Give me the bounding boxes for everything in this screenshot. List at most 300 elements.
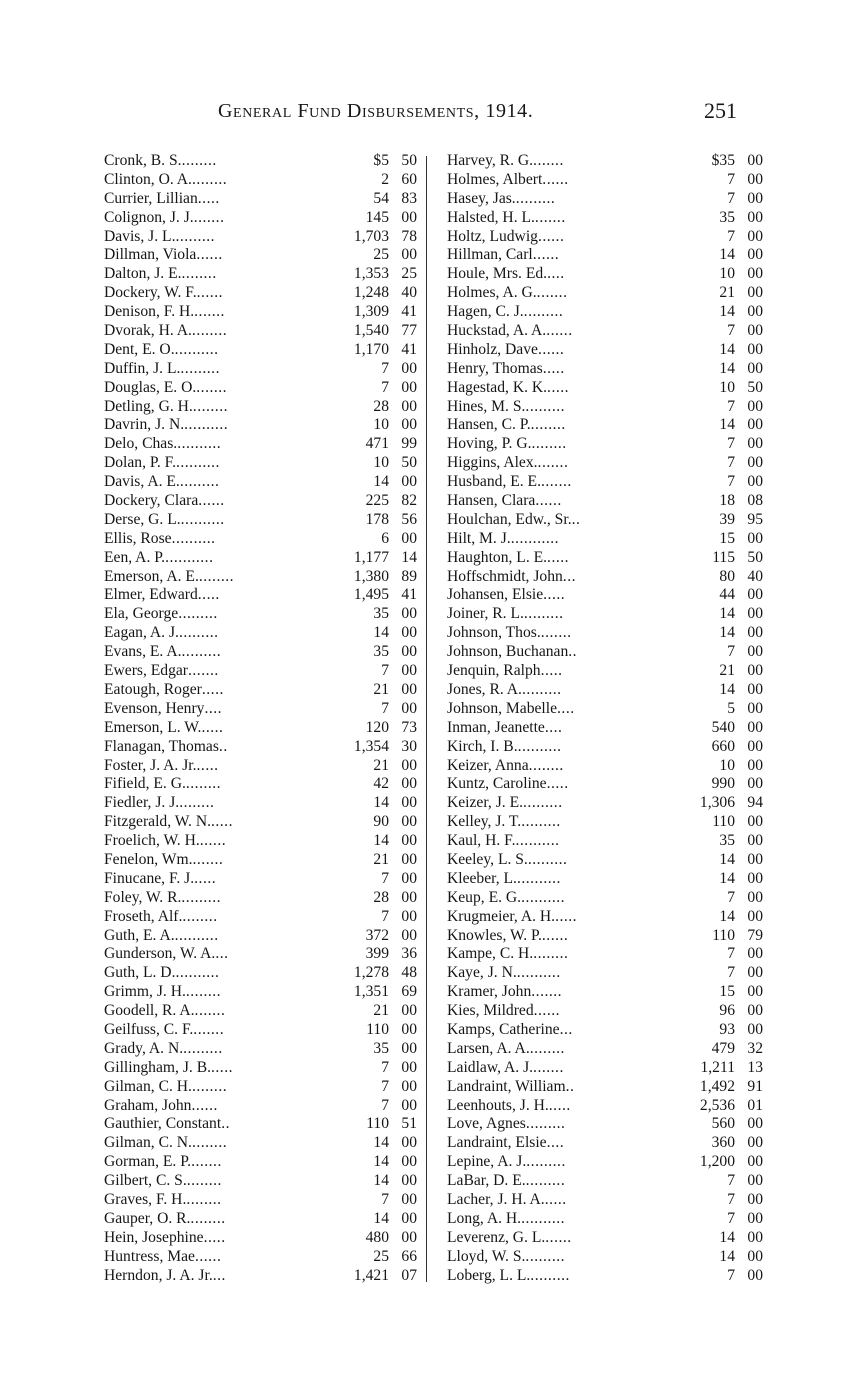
ledger-row [447,549,763,568]
leader-dots: ..... [547,378,570,396]
payee-name [104,1002,321,1021]
ledger-row [447,152,763,171]
amount-dollars: 360 [711,1134,735,1152]
payee-name [447,1134,667,1153]
ledger-row [447,1115,763,1134]
payee-name-text: Eagan, A. J. [104,624,179,642]
payee-name-text: Een, A. P. [104,548,166,566]
payee-name-text: Hilt, M. J. [447,529,511,547]
amount-cents: 40 [747,567,763,585]
payee-name-text: Detling, G. H. [104,397,193,415]
leader-dots: .......... [180,510,225,528]
ledger-row [104,1021,417,1040]
amount-dollars: 1,306 [699,794,735,812]
ledger-row [447,322,763,341]
payee-name [447,1172,667,1191]
amount-cents: 00 [747,964,763,982]
amount-cents: 00 [401,473,417,491]
amount-cents: 00 [401,888,417,906]
payee-name-text: Dolan, P. F. [104,454,176,472]
ledger-row [447,568,763,587]
amount-dollars: 1,200 [699,1153,735,1171]
amount-dollars: 7 [381,699,389,717]
payee-name-text: Hillman, Carl [447,246,533,264]
payee-name-text: Harvey, R. G. [447,152,534,169]
ledger-row [447,454,763,473]
leader-dots: ....... [194,1002,226,1020]
payee-name [104,171,321,190]
amount-dollars: 7 [727,473,735,491]
amount-dollars: 7 [381,1190,389,1208]
payee-name [104,360,321,379]
leader-dots: ........ [190,1209,226,1227]
amount-cents: 00 [401,907,417,925]
payee-name-text: Hinholz, Dave [447,340,538,358]
amount-dollars: 14 [719,605,735,623]
amount-cents: 13 [747,1058,763,1076]
leader-dots: ........ [531,435,567,453]
payee-name-text: Hansen, C. P. [447,416,531,434]
amount-dollars: 1,353 [353,265,389,283]
amount-dollars: 14 [373,1172,389,1190]
payee-name-text: Hagestad, K. K. [447,378,548,396]
payee-name [447,586,667,605]
ledger-row [104,398,417,417]
payee-name [104,322,321,341]
amount-dollars: 14 [373,1153,389,1171]
payee-name-text: Holmes, A. G. [447,284,537,302]
amount-dollars: 1,492 [699,1077,735,1095]
payee-name-text: Gunderson, W. A. [104,945,216,963]
amount-dollars: 21 [373,756,389,774]
leader-dots: ...... [541,926,569,944]
leader-dots: ...... [196,246,223,264]
amount-dollars: 14 [719,869,735,887]
amount-cents: 00 [401,1058,417,1076]
ledger-row [447,341,763,360]
amount-dollars: 7 [727,170,735,188]
payee-name-text: Kelley, J. T. [447,813,522,831]
payee-name [104,681,321,700]
leader-dots: ..... [555,907,578,925]
amount-dollars: 39 [719,510,735,528]
amount-cents: 00 [747,586,763,604]
payee-name [447,1115,667,1134]
ledger-row [104,171,417,190]
payee-name-text: Kleeber, L. [447,869,517,887]
leader-dots: ......... [515,189,556,207]
amount-dollars: 2 [381,170,389,188]
payee-name [447,719,667,738]
amount-cents: 00 [747,246,763,264]
leader-dots: ...... [542,170,569,188]
ledger-row [104,1078,417,1097]
amount-dollars: 115 [712,548,735,566]
payee-name [447,775,667,794]
leader-dots: .......... [171,529,216,547]
payee-name [104,719,321,738]
payee-name-text: Landraint, William [447,1077,566,1095]
leader-dots: ...... [546,322,573,340]
leader-dots: .......... [174,340,219,358]
leader-dots: .... [544,718,563,736]
payee-name [104,1078,321,1097]
payee-name-text: Ellis, Rose [104,529,172,547]
ledger-row [447,719,763,738]
amount-dollars: 14 [719,907,735,925]
ledger-row [104,700,417,719]
amount-cents: 00 [401,624,417,642]
amount-dollars: 14 [719,1247,735,1265]
ledger-row [104,209,417,228]
payee-name [104,454,321,473]
amount-cents: 60 [401,170,417,188]
payee-name-text: Love, Agnes [447,1115,526,1133]
leader-dots: ........ [191,1134,228,1152]
ledger-row [104,1229,417,1248]
amount-cents: 00 [747,775,763,793]
amount-cents: 00 [747,1190,763,1208]
ledger-row [447,832,763,851]
amount-cents: 32 [747,1039,763,1057]
ledger-row [104,265,417,284]
amount-dollars: 7 [727,643,735,661]
ledger-row [104,794,417,813]
payee-name-text: Hines, M. S. [447,397,526,415]
ledger-row [447,246,763,265]
leader-dots: ........ [533,945,569,963]
amount-dollars: 110 [712,926,735,944]
leader-dots: ........ [181,265,217,283]
ledger-row [104,511,417,530]
payee-name-text: Gorman, E. P. [104,1153,192,1171]
leader-dots: ..... [548,1096,571,1114]
payee-name-text: Ewers, Edgar [104,662,188,680]
amount-cents: 00 [401,1172,417,1190]
leader-dots: .... [547,265,565,283]
payee-name [104,209,321,228]
payee-name-text: Fenelon, Wm. [104,850,193,868]
payee-name-text: Holmes, Albert [447,170,543,188]
leader-dots: .......... [521,888,566,906]
payee-name [104,1191,321,1210]
ledger-row [104,1040,417,1059]
payee-name [104,1097,321,1116]
leader-dots: .......... [174,926,219,944]
ledger-row [447,964,763,983]
leader-dots: ........ [191,170,228,188]
payee-name [104,1210,321,1229]
ledger-row [447,398,763,417]
amount-dollars: 1,703 [353,227,389,245]
payee-name-text: Hoffschmidt, John [447,567,563,585]
amount-cents: 00 [747,605,763,623]
payee-name [447,492,667,511]
payee-name [104,586,321,605]
amount-dollars: 7 [381,662,389,680]
payee-name-text: Eatough, Roger [104,680,202,698]
payee-name [447,416,667,435]
ledger-row [447,662,763,681]
payee-name [104,1134,321,1153]
amount-cents: 00 [401,869,417,887]
amount-cents: 00 [747,473,763,491]
leader-dots: .. [571,510,581,528]
payee-name-text: Goodell, R. A. [104,1002,195,1020]
ledger-row [104,1172,417,1191]
amount-dollars: 7 [727,397,735,415]
payee-name-text: Kamps, Catherine [447,1020,560,1038]
payee-name-text: Huntress, Mae [104,1247,195,1265]
ledger-row [447,1210,763,1229]
amount-dollars: 21 [373,850,389,868]
payee-name [104,511,321,530]
payee-name [104,605,321,624]
payee-name [104,813,321,832]
leader-dots: ......... [525,1247,566,1265]
amount-cents: 00 [747,850,763,868]
ledger-row [447,360,763,379]
payee-name [104,927,321,946]
amount-cents: 00 [747,284,763,302]
payee-name [104,152,321,171]
ledger-row [447,1021,763,1040]
amount-cents: 00 [747,1266,763,1284]
amount-cents: 00 [401,756,417,774]
ledger-row [104,1115,417,1134]
leader-dots: ....... [537,454,569,472]
payee-name-text: Dent, E. O. [104,340,175,358]
payee-name [104,1115,321,1134]
payee-name-text: Elmer, Edward [104,586,198,604]
amount-dollars: 35 [373,605,389,623]
ledger-row [104,851,417,870]
ledger-row [104,586,417,605]
payee-name [447,303,667,322]
amount-dollars: 14 [719,624,735,642]
leader-dots: ..... [197,586,220,604]
payee-name [104,908,321,927]
payee-name [447,945,667,964]
payee-name-text: Huckstad, A. A. [447,322,547,340]
amount-dollars: 480 [365,1228,389,1246]
amount-cents: 82 [401,492,417,510]
leader-dots: ...... [198,492,225,510]
amount-cents: 14 [401,548,417,566]
amount-dollars: 120 [365,718,389,736]
leader-dots: ......... [521,813,561,831]
amount-dollars: 14 [373,1134,389,1152]
leader-dots: ...... [545,1228,572,1246]
leader-dots: ...... [194,1247,222,1265]
page-number: 251 [704,98,737,123]
ledger-row [104,945,417,964]
amount-cents: 51 [401,1115,417,1133]
payee-name-text: Jones, R. A. [447,680,522,698]
payee-name [104,870,321,889]
amount-dollars: $5 [373,152,389,169]
amount-cents: 00 [401,397,417,415]
leader-dots: ..... [203,1228,226,1246]
payee-name-text: Larsen, A. A. [447,1039,530,1057]
amount-cents: 48 [401,964,417,982]
payee-name-text: Gilbert, C. S. [104,1172,187,1190]
amount-cents: 00 [747,624,763,642]
amount-dollars: 7 [727,454,735,472]
payee-name-text: Laidlaw, A. J. [447,1058,534,1076]
payee-name [447,568,667,587]
payee-name [104,568,321,587]
payee-name-text: Foster, J. A. Jr. [104,756,197,774]
payee-name-text: Kaul, H. F. [447,832,516,850]
amount-cents: 00 [747,454,763,472]
payee-name [104,624,321,643]
payee-name-text: Cronk, B. S. [104,152,182,169]
ledger-row [447,700,763,719]
leader-dots: .......... [517,737,562,755]
amount-cents: 00 [747,189,763,207]
ledger-row [104,927,417,946]
ledger-row [447,209,763,228]
ledger-row [104,284,417,303]
payee-name-text: Clinton, O. A. [104,170,192,188]
payee-name-text: Derse, G. L. [104,510,181,528]
ledger-row [104,190,417,209]
payee-name-text: Evans, E. A. [104,643,182,661]
payee-name-text: Guth, L. D. [104,964,176,982]
amount-dollars: 35 [373,643,389,661]
payee-name-text: Fiedler, J. J. [104,794,180,812]
leader-dots: .. [221,1115,230,1133]
amount-dollars: 2,536 [699,1096,735,1114]
payee-name [104,284,321,303]
ledger-row [104,605,417,624]
amount-cents: 00 [401,1153,417,1171]
amount-cents: 00 [747,1134,763,1152]
leader-dots: ......... [525,397,566,415]
amount-cents: 00 [401,813,417,831]
amount-cents: 07 [401,1266,417,1284]
amount-dollars: 7 [381,1077,389,1095]
amount-dollars: 21 [373,680,389,698]
ledger-row [447,303,763,322]
leader-dots: ....... [191,1153,222,1171]
amount-cents: 00 [401,1020,417,1038]
payee-name [447,851,667,870]
payee-name-text: Lloyd, W. S. [447,1247,526,1265]
payee-name [447,209,667,228]
leader-dots: ........ [185,775,222,793]
payee-name-text: Davrin, J. N. [104,416,185,434]
leader-dots: .......... [516,964,561,982]
leader-dots: ....... [540,473,572,491]
payee-name-text: Kirch, I. B. [447,737,518,755]
ledger-row [447,813,763,832]
payee-name-text: Graves, F. H. [104,1190,187,1208]
leader-dots: .......... [177,435,222,453]
amount-dollars: 471 [365,435,389,453]
payee-name [104,190,321,209]
payee-name [104,775,321,794]
payee-name-text: Gauthier, Constant [104,1115,222,1133]
ledger-row [104,908,417,927]
leader-dots: ......... [526,1153,566,1171]
leader-dots: ...... [532,246,560,264]
leader-dots: ......... [180,359,220,377]
amount-dollars: 80 [719,567,735,585]
ledger-row [447,511,763,530]
ledger-row [104,738,417,757]
ledger-row [447,1059,763,1078]
amount-cents: 00 [747,1002,763,1020]
payee-name-text: Ela, George [104,605,179,623]
amount-cents: 00 [747,1115,763,1133]
payee-name-text: Kaye, J. N. [447,964,517,982]
amount-cents: 00 [747,265,763,283]
payee-name [447,360,667,379]
payee-name [447,983,667,1002]
amount-dollars: 10 [373,416,389,434]
leader-dots: ... [212,1266,226,1284]
payee-name-text: Dockery, W. F. [104,284,197,302]
payee-name [447,322,667,341]
amount-dollars: 225 [365,492,389,510]
amount-cents: 00 [747,907,763,925]
ledger-row [447,284,763,303]
amount-cents: 00 [401,850,417,868]
amount-dollars: 178 [365,510,389,528]
amount-cents: 00 [401,1002,417,1020]
amount-dollars: 1,309 [353,303,389,321]
payee-name-text: Delo, Chas. [104,435,178,453]
payee-name [447,1267,667,1286]
payee-name-text: Henry, Thomas [447,359,543,377]
payee-name-text: Halsted, H. L. [447,208,535,226]
leader-dots: ......... [178,624,219,642]
ledger-row [104,492,417,511]
amount-cents: 00 [747,170,763,188]
leader-dots: ........... [165,548,214,566]
amount-cents: 00 [747,718,763,736]
amount-dollars: 7 [381,1096,389,1114]
amount-cents: 83 [401,189,417,207]
leader-dots: ....... [540,624,572,642]
amount-dollars: 1,421 [353,1266,389,1284]
ledger-row [447,379,763,398]
amount-cents: 50 [747,378,763,396]
payee-name-text: Husband, E. E. [447,473,541,491]
amount-dollars: 7 [727,945,735,963]
payee-name [104,1021,321,1040]
payee-name-text: Dockery, Clara [104,492,199,510]
amount-dollars: 14 [719,416,735,434]
amount-cents: 00 [747,737,763,755]
payee-name [104,379,321,398]
leader-dots: ......... [521,680,562,698]
ledger-row [104,624,417,643]
payee-name [447,889,667,908]
amount-dollars: 14 [373,1209,389,1227]
amount-dollars: 7 [381,1058,389,1076]
ledger-row [104,1210,417,1229]
amount-cents: 00 [401,416,417,434]
payee-name-text: Haughton, L. E. [447,548,548,566]
leader-dots: ........ [179,794,215,812]
ledger-row [447,757,763,776]
amount-dollars: 15 [719,529,735,547]
amount-cents: 00 [401,378,417,396]
ledger-row [104,813,417,832]
